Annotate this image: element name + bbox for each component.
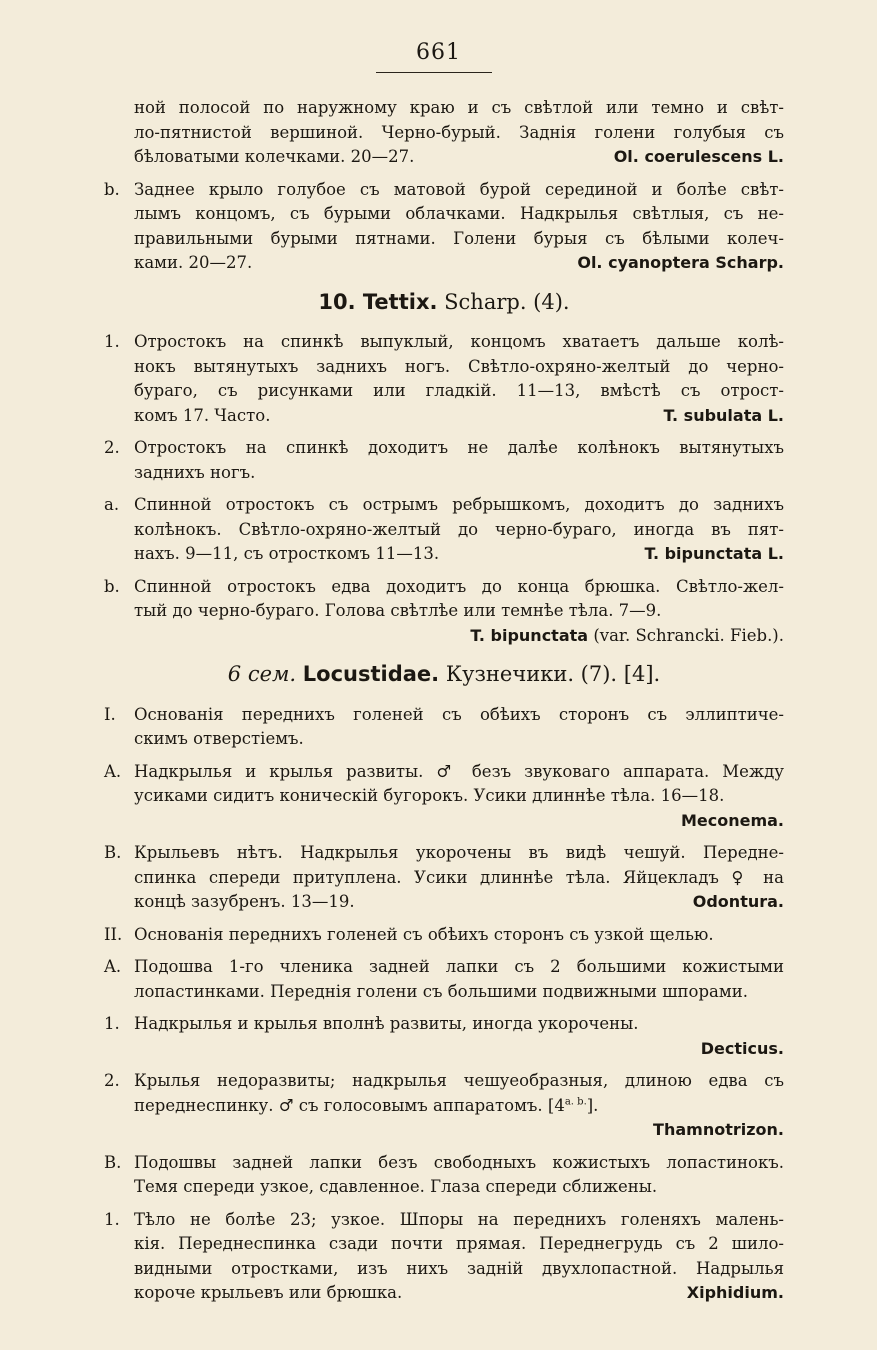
text-line: Темя спереди узкое, сдавленное. Глаза спереди сближены.: [134, 1177, 658, 1196]
taxon-authority: (var. Schrancki. Fieb.).: [588, 625, 784, 645]
text-line: лопастинками. Переднія голени съ большими подвижными шпорами.: [134, 981, 748, 1001]
family-prefix: 6 сем.: [227, 662, 297, 686]
text-line: колѣнокъ. Свѣтло-охряно-желтый до черно-бураго, иногда въ пят-: [134, 519, 784, 539]
taxon-name: Ol. coerulescens L.: [613, 147, 784, 166]
entry-marker: a.: [104, 495, 120, 514]
heading-rest: Scharp. (4).: [444, 289, 570, 314]
taxon-line: [134, 1037, 784, 1062]
text-line: лымъ концомъ, съ бурыми облачками. Надкрылья свѣтлыя, съ не-: [134, 204, 784, 223]
key-entry: [104, 96, 784, 170]
text-line: концѣ зазубренъ. 13—19. Odontura.: [134, 890, 784, 915]
taxon-name: Ol. cyanoptera Scharp.: [577, 253, 784, 272]
text-line: Отростокъ на спинкѣ выпуклый, концомъ хватаетъ дальше колѣ-: [134, 332, 784, 351]
text-line: скимъ отверстіемъ.: [134, 729, 304, 748]
key-entry: [104, 436, 784, 485]
heading-rest: Кузнечики. (7). [4].: [445, 662, 661, 686]
taxon-name: Xiphidium.: [686, 1283, 784, 1302]
text-line: Основанія переднихъ голеней съ обѣихъ сторонъ съ узкой щелью.: [134, 924, 714, 944]
superscript: a. b.: [564, 1096, 587, 1107]
text-line: Крылья недоразвиты; надкрылья чешуеобразныя, длиною едва съ: [134, 1071, 784, 1090]
key-entry: [104, 330, 784, 428]
text-line: Отростокъ на спинкѣ доходитъ не далѣе колѣнокъ вытянутыхъ: [134, 438, 784, 457]
entry-marker: 1.: [104, 332, 120, 351]
text-line: тый до черно-бураго. Голова свѣтлѣе или темнѣе тѣла. 7—9.: [134, 601, 662, 620]
text-line: ло-пятнистой вершиной. Черно-бурый. Заднія голени голубыя съ: [134, 122, 784, 142]
text-line: нахъ. 9—11, съ отросткомъ 11—13. T. bipunctata L.: [134, 542, 784, 567]
text-line: нокъ вытянутыхъ заднихъ ногъ. Свѣтло-охряно-желтый до черно-: [134, 356, 784, 376]
key-entry: [104, 1151, 784, 1200]
text-line: Надкрылья и крылья вполнѣ развиты, иногда укорочены.: [134, 1014, 639, 1033]
text-line: Основанія переднихъ голеней съ обѣихъ сторонъ съ эллиптиче-: [134, 704, 784, 724]
header-rule: [376, 72, 492, 73]
taxon-line: [134, 809, 784, 834]
text-line: видными отростками, изъ нихъ задній двухлопастной. Надрылья: [134, 1258, 784, 1278]
text-line: Заднее крыло голубое съ матовой бурой серединой и болѣе свѣт-: [134, 179, 784, 199]
text-line: усиками сидитъ коническій бугорокъ. Усики длиннѣе тѣла. 16—18.: [134, 786, 725, 805]
entry-marker: A.: [104, 957, 122, 976]
key-entry: [104, 493, 784, 567]
text-line: Подошва 1-го членика задней лапки съ 2 большими кожистыми: [134, 957, 784, 976]
entry-marker: B.: [104, 1152, 122, 1172]
text-line: Тѣло не болѣе 23; узкое. Шпоры на переднихъ голеняхъ малень-: [134, 1209, 784, 1229]
entry-marker: 1.: [104, 1209, 120, 1229]
taxon-name: Thamnotrizon.: [653, 1120, 784, 1139]
text-line: короче крыльевъ или брюшка. Xiphidium.: [134, 1281, 784, 1306]
taxon-name: Odontura.: [692, 892, 784, 911]
key-entry: [104, 178, 784, 276]
text-line: ной полосой по наружному краю и съ свѣтлой или темно и свѣт-: [134, 98, 784, 117]
page-number: 661: [416, 40, 461, 65]
entry-marker: b.: [104, 576, 120, 596]
taxon-name: 10. Tettix.: [318, 289, 438, 314]
text-line: Спинной отростокъ съ острымъ ребрышкомъ, доходитъ до заднихъ: [134, 495, 784, 514]
text-line: Крыльевъ нѣтъ. Надкрылья укорочены въ видѣ чешуй. Передне-: [134, 843, 784, 862]
text-line: кія. Переднеспинка сзади почти прямая. Переднегрудь съ 2 шило-: [134, 1234, 784, 1253]
entry-marker: 2.: [104, 438, 120, 457]
key-entry: [104, 923, 784, 948]
text-line: бѣловатыми колечками. 20—27. Ol. coerulescens L.: [134, 145, 784, 170]
section-heading: [104, 290, 784, 315]
entry-marker: A.: [104, 761, 122, 781]
key-entry: [104, 703, 784, 752]
text-line: заднихъ ногъ.: [134, 462, 256, 482]
entry-marker: 1.: [104, 1014, 120, 1033]
taxon-name: Decticus.: [700, 1038, 784, 1058]
key-entry: [104, 841, 784, 915]
key-entry: [104, 1208, 784, 1306]
key-entry: [104, 1012, 784, 1061]
key-entry: [104, 1069, 784, 1143]
text-line: Спинной отростокъ едва доходитъ до конца брюшка. Свѣтло-жел-: [134, 576, 784, 596]
entry-marker: b.: [104, 179, 120, 199]
text-line: Надкрылья и крылья развиты. ♂ безъ звуковаго аппарата. Между: [134, 761, 784, 781]
text-line: переднеспинку. ♂ съ голосовымъ аппаратомъ. $[4^{a. b.}]$.: [134, 1095, 599, 1115]
key-entry: [104, 955, 784, 1004]
key-entry: [104, 575, 784, 649]
taxon-name: Locustidae.: [302, 662, 440, 686]
taxon-name: T. bipunctata L.: [644, 544, 784, 563]
taxon-line: [134, 624, 784, 649]
section-heading: [104, 662, 784, 687]
text-line: ками. 20—27. Ol. cyanoptera Scharp.: [134, 251, 784, 276]
text-line: комъ 17. Часто. T. subulata L.: [134, 404, 784, 429]
text-line: Подошвы задней лапки безъ свободныхъ кожистыхъ лопастинокъ.: [134, 1152, 784, 1172]
text-line: правильными бурыми пятнами. Голени бурыя съ бѣлыми колеч-: [134, 228, 784, 248]
text-line: бураго, съ рисунками или гладкій. 11—13, вмѣстѣ съ отрост-: [134, 381, 784, 400]
entry-marker: I.: [104, 704, 116, 724]
entry-marker: II.: [104, 924, 123, 944]
entry-marker: 2.: [104, 1071, 120, 1090]
taxon-name: T. bipunctata: [470, 625, 589, 645]
page-body: [104, 96, 784, 1314]
key-entry: [104, 760, 784, 834]
text-line: спинка спереди притуплена. Усики длиннѣе тѣла. Яйцекладъ ♀ на: [134, 867, 784, 887]
taxon-name: Meconema.: [680, 810, 784, 830]
taxon-line: [134, 1118, 784, 1143]
taxon-name: T. subulata L.: [663, 405, 784, 425]
entry-marker: B.: [104, 843, 122, 862]
